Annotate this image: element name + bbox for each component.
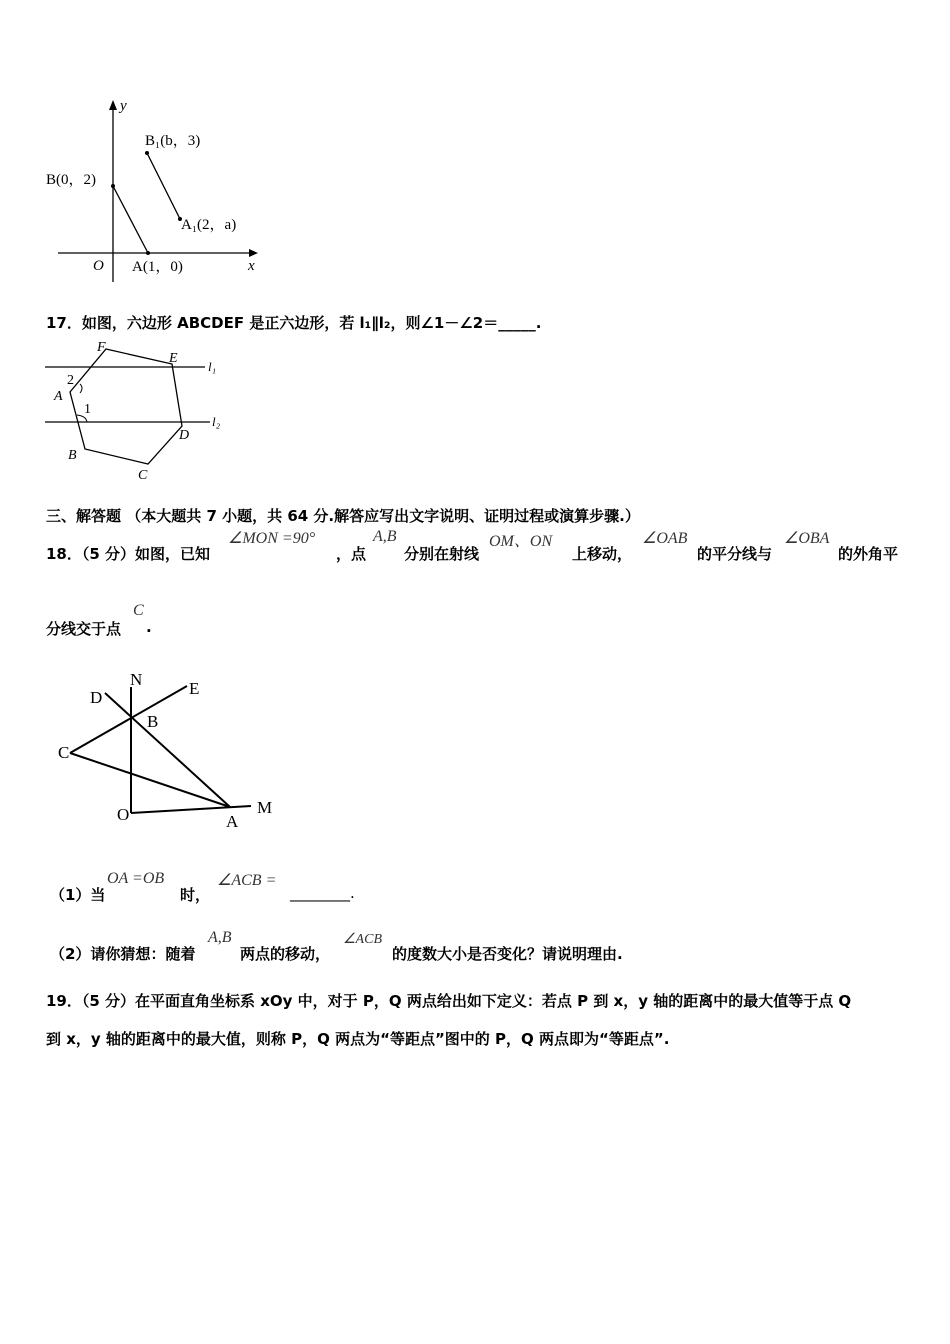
q18-p2: ，点 xyxy=(336,545,367,563)
line-CA xyxy=(70,753,230,807)
label-x: x xyxy=(248,258,255,274)
q18-p1: 18．（5 分）如图，已知 xyxy=(46,545,211,563)
label-B: B xyxy=(147,712,159,731)
segment-A1B1 xyxy=(147,153,180,219)
point-A xyxy=(146,251,150,255)
point-B1 xyxy=(145,151,149,155)
q19-line1: 19．（5 分）在平面直角坐标系 xOy 中，对于 P，Q 两点给出如下定义：若点 P 到 x，y 轴的距离中的最大值等于点 Q xyxy=(46,992,852,1010)
label-B: B(0，2) xyxy=(46,172,96,188)
label-F: F xyxy=(97,340,106,355)
q18-sub2-b: 两点的移动， xyxy=(240,945,331,963)
q18-math-oba: ∠OBA xyxy=(784,530,830,547)
label-D: D xyxy=(90,688,103,707)
label-C: C xyxy=(58,743,70,762)
q18-sub1-blank: ________. xyxy=(290,884,355,902)
label-A: A xyxy=(54,389,63,404)
label-M: M xyxy=(257,798,273,817)
label-O: O xyxy=(93,258,104,274)
line-CB-E xyxy=(70,686,187,753)
q18-sub1-math-acb: ∠ACB = xyxy=(217,872,277,889)
label-l1: l₁ xyxy=(208,359,217,374)
q18-sub1-a: （1）当 xyxy=(50,886,106,904)
q18-math-mon: ∠MON =90° xyxy=(228,530,316,547)
label-A1: A₁(2，a) xyxy=(181,217,237,233)
q18-p3: 分别在射线 xyxy=(404,545,480,563)
section-3-heading: 三、解答题 （本大题共 7 小题，共 64 分.解答应写出文字说明、证明过程或演算步骤.） xyxy=(46,507,640,525)
label-2: 2 xyxy=(67,373,74,388)
q17-text: 17．如图，六边形 ABCDEF 是正六边形，若 l₁∥l₂，则∠1－∠2＝_____. xyxy=(46,314,542,332)
q18-p5: 的平分线与 xyxy=(697,545,773,563)
label-C: C xyxy=(138,468,148,483)
label-A: A(1，0) xyxy=(132,259,183,275)
q18-sub1-b: 时， xyxy=(180,886,211,904)
q18-math-om-on: OM、ON xyxy=(489,533,553,550)
label-y: y xyxy=(120,98,127,114)
q18-sub2-math-acb: ∠ACB xyxy=(343,932,382,947)
label-B: B xyxy=(68,448,77,463)
q18-p8: . xyxy=(146,618,152,636)
q18-math-c: C xyxy=(133,602,144,619)
label-B1: B₁(b，3) xyxy=(145,133,201,149)
q18-sub2-math-ab: A,B xyxy=(208,929,232,946)
y-axis-arrow xyxy=(109,100,117,110)
q18-math-ab: A,B xyxy=(373,528,397,545)
label-N: N xyxy=(130,670,143,689)
q18-sub2-a: （2）请你猜想：随着 xyxy=(50,945,196,963)
point-B xyxy=(111,184,115,188)
hexagon-figure-17 xyxy=(40,340,240,485)
label-D: D xyxy=(179,428,190,443)
coordinate-figure-16 xyxy=(40,92,280,282)
label-E: E xyxy=(189,679,200,698)
q19-line2: 到 x，y 轴的距离中的最大值，则称 P，Q 两点为“等距点”图中的 P，Q 两点即为“等距点”. xyxy=(46,1030,670,1048)
label-A: A xyxy=(226,812,239,831)
q18-p7: 分线交于点 xyxy=(46,620,122,638)
angle-figure-18 xyxy=(55,665,285,835)
q18-sub2-c: 的度数大小是否变化？请说明理由. xyxy=(392,945,623,963)
angle-2-arc xyxy=(80,384,82,393)
q18-p4: 上移动， xyxy=(572,545,633,563)
x-axis-arrow xyxy=(249,249,258,257)
line-AB-E xyxy=(105,693,230,807)
label-1: 1 xyxy=(84,402,91,417)
label-E: E xyxy=(169,351,178,366)
segment-AB xyxy=(113,186,148,253)
q18-sub1-math-oa-ob: OA =OB xyxy=(107,870,165,887)
label-O: O xyxy=(117,805,130,824)
q18-p6: 的外角平 xyxy=(838,545,899,563)
q18-math-oab: ∠OAB xyxy=(642,530,688,547)
label-l2: l₂ xyxy=(212,414,221,429)
